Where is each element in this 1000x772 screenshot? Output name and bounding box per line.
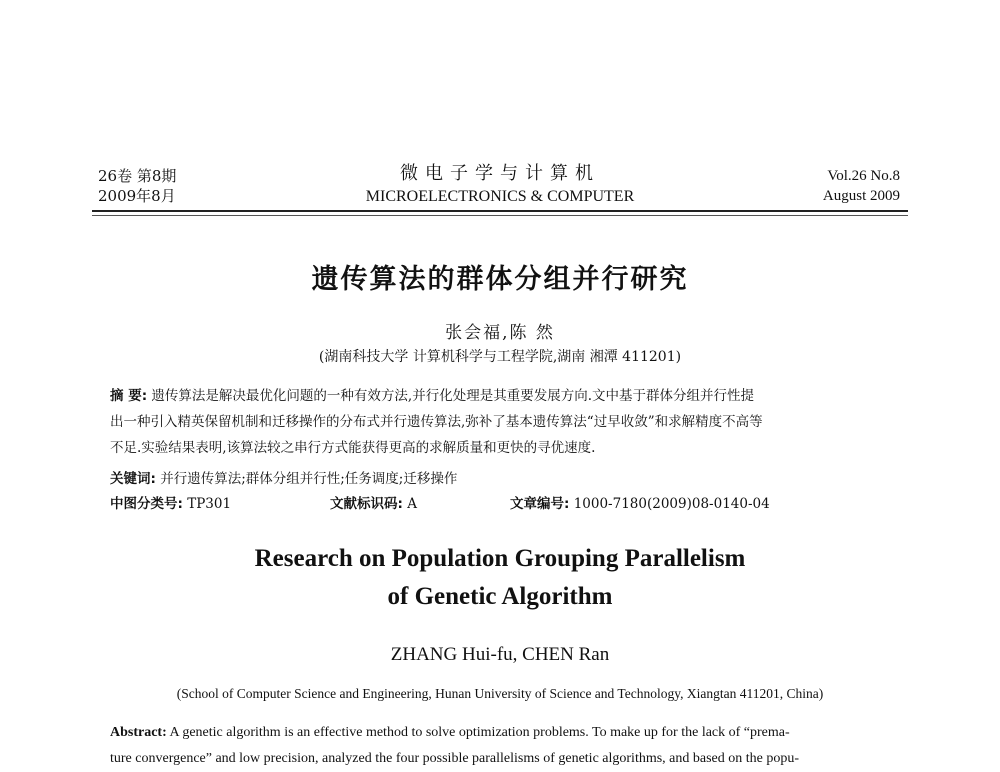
keywords-cn <box>110 467 457 487</box>
date-en: August 2009 <box>822 188 900 204</box>
abstract-en-text-1: A genetic algorithm is an effective method to solve optimization problems. To make up for the lack of “prema- <box>169 725 790 740</box>
document-code <box>330 492 417 512</box>
article-number-value: 1000-7180(2009)08-0140-04 <box>573 496 770 512</box>
article-number-label: 文章编号: <box>510 496 570 512</box>
document-code-label: 文献标识码: <box>330 496 403 512</box>
authors-en: ZHANG Hui-fu, CHEN Ran <box>390 644 610 665</box>
journal-name-cn: 微电子学与计算机 <box>400 163 600 184</box>
volume-issue-cn: 26卷 第8期 <box>98 167 177 185</box>
issue-info-en <box>823 166 900 206</box>
paper-title-en-line-1: Research on Population Grouping Parallelism <box>254 545 746 572</box>
abstract-cn-text-3: 不足.实验结果表明,该算法较之串行方式能获得更高的求解质量和更快的寻优速度. <box>110 440 596 456</box>
header-rule-thick <box>92 210 908 212</box>
abstract-cn-line-1 <box>110 385 900 407</box>
clc-value: TP301 <box>187 496 232 512</box>
abstract-cn-text-1: 遗传算法是解决最优化问题的一种有效方法,并行化处理是其重要发展方向.文中基于群体分组并行性提 <box>151 388 754 404</box>
journal-name-en: MICROELECTRONICS & COMPUTER <box>365 188 635 205</box>
abstract-cn-text-2: 出一种引入精英保留机制和迁移操作的分布式并行遗传算法,弥补了基本遗传算法“过早收敛”和求解精度不高等 <box>110 414 763 430</box>
abstract-en <box>110 720 900 772</box>
clc-label: 中图分类号: <box>110 496 183 512</box>
abstract-cn-label: 摘 要: <box>110 388 148 404</box>
abstract-en-text-2: ture convergence” and low precision, analyzed the four possible parallelisms of genetic algorithms, and based on the popu- <box>110 751 800 766</box>
affiliation-cn: (湖南科技大学 计算机科学与工程学院,湖南 湘潭 411201) <box>318 349 682 365</box>
paper-title-en <box>0 540 1000 616</box>
abstract-en-line-1 <box>110 720 900 746</box>
authors-cn: 张会福,陈 然 <box>445 323 555 343</box>
document-code-value: A <box>407 496 417 512</box>
paper-title-en-line-2: of Genetic Algorithm <box>387 583 613 610</box>
paper-title-cn: 遗传算法的群体分组并行研究 <box>311 264 689 295</box>
clc-number <box>110 492 231 512</box>
volume-issue-en: Vol.26 No.8 <box>827 168 900 184</box>
date-cn: 2009年8月 <box>98 187 176 205</box>
affiliation-en: (School of Computer Science and Engineering, Hunan University of Science and Technology, Xiangtan 411201, China) <box>176 686 824 701</box>
keywords-cn-label: 关键词: <box>110 471 156 487</box>
header-rule-thin <box>92 215 908 216</box>
article-number <box>510 492 770 512</box>
abstract-en-label: Abstract: <box>110 725 167 740</box>
keywords-cn-text: 并行遗传算法;群体分组并行性;任务调度;迁移操作 <box>160 471 458 487</box>
